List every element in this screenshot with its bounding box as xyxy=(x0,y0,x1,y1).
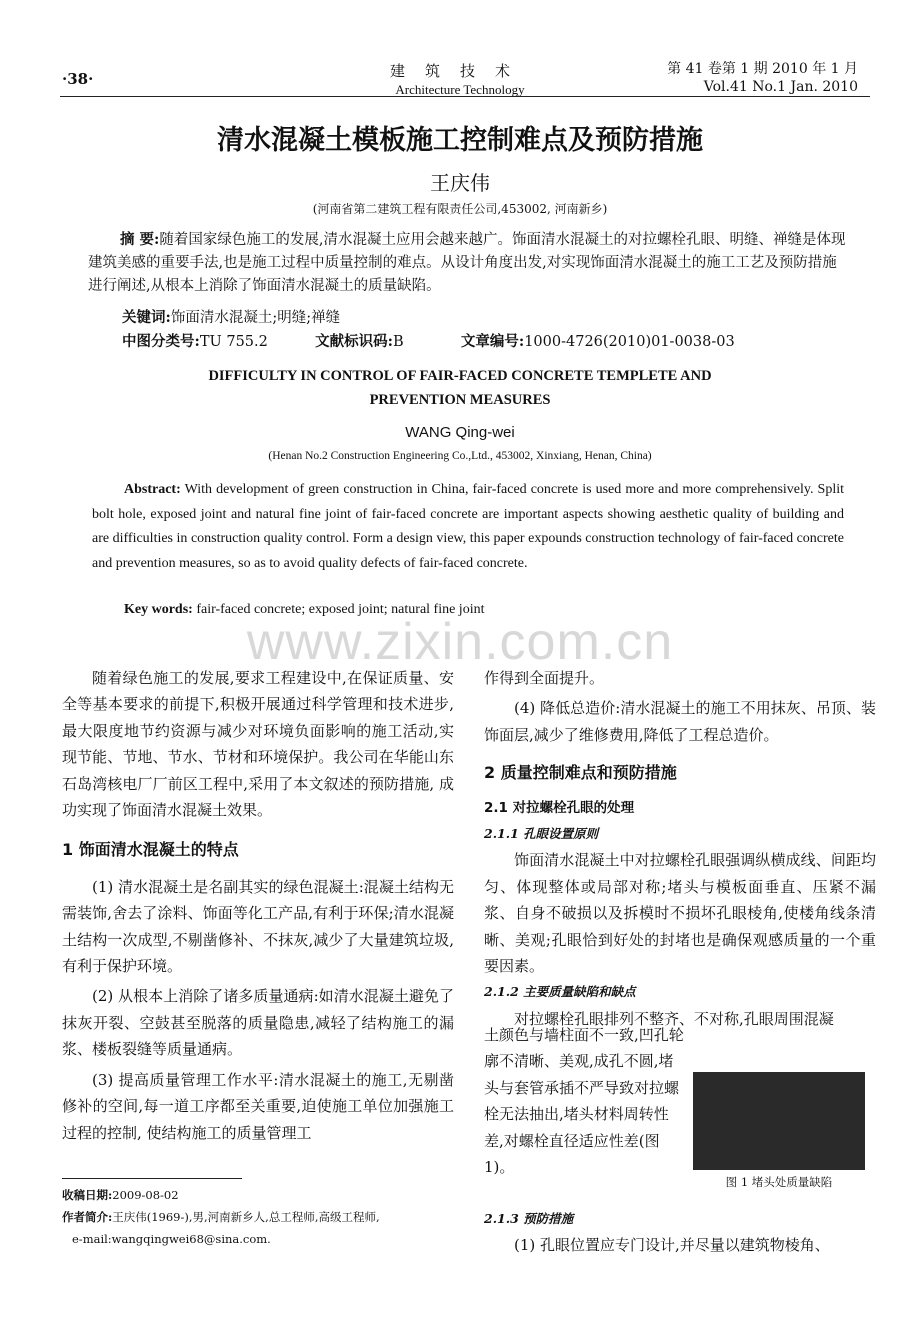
clc-label: 中图分类号: xyxy=(122,333,200,350)
paragraph-2-1-2-wrapped: 土颜色与墙柱面不一致,凹孔轮廓不清晰、美观,成孔不圆,堵头与套管承插不严导致对拉螺栓无法抽出,堵头材料周转性差,对螺栓直径适应性差(图1)。 xyxy=(484,1026,684,1177)
paper-title: 清水混凝土模板施工控制难点及预防措施 xyxy=(217,125,703,156)
issue-info-zh: 第 41 卷第 1 期 2010 年 1 月 xyxy=(667,61,858,77)
keywords-zh-text: 饰面清水混凝土;明缝;禅缝 xyxy=(170,310,341,326)
author-bio-label: 作者简介: xyxy=(62,1210,113,1224)
received-date-label: 收稿日期: xyxy=(62,1188,113,1202)
right-column-bottom xyxy=(484,1206,876,1259)
abstract-zh-label: 摘 要: xyxy=(120,231,160,248)
journal-name-en: Architecture Technology xyxy=(395,82,525,97)
keywords-zh xyxy=(122,306,340,327)
keywords-zh-label: 关键词: xyxy=(122,309,171,326)
header-rule xyxy=(60,96,870,97)
section-2-1-1-heading: 2.1.1 孔眼设置原则 xyxy=(484,826,599,842)
abstract-en xyxy=(92,478,844,576)
paragraph-2-1-1: 饰面清水混凝土中对拉螺栓孔眼强调纵横成线、间距均匀、体现整体或局部对称;堵头与模板面垂直、压紧不漏浆、自身不破损以及拆模时不损坏孔眼棱角,使楼角线条清晰、美观;孔眼恰到好处的封堵也是确保观感质量的一个重要因素。 xyxy=(484,851,876,976)
abstract-zh xyxy=(88,228,848,298)
page-number: ·38· xyxy=(62,70,94,88)
author-name: 王庆伟 xyxy=(430,171,490,195)
article-number-label: 文章编号: xyxy=(460,333,525,350)
paragraph-3: (3) 提高质量管理工作水平:清水混凝土的施工,无剔凿修补的空间,每一道工序都至关重要,迫使施工单位加强施工过程的控制, 使结构施工的质量管理工 xyxy=(62,1070,454,1142)
doc-code-value: B xyxy=(392,334,404,350)
section-2-1-2-heading: 2.1.2 主要质量缺陷和缺点 xyxy=(484,984,636,1000)
received-date xyxy=(62,1184,462,1206)
journal-name-zh: 建筑技术 xyxy=(389,62,530,80)
author-name-en: WANG Qing-wei xyxy=(405,424,515,441)
author-bio xyxy=(62,1206,462,1228)
figure-1-image xyxy=(693,1072,865,1170)
paragraph-2-1-3: (1) 孔眼位置应专门设计,并尽量以建筑物棱角、 xyxy=(514,1236,830,1255)
affiliation-en: (Henan No.2 Construction Engineering Co.,Ltd., 453002, Xinxiang, Henan, China) xyxy=(268,450,652,462)
intro-paragraph: 随着绿色施工的发展,要求工程建设中,在保证质量、安全等基本要求的前提下,积极开展通过科学管理和技术进步,最大限度地节约资源与减少对环境负面影响的施工活动,实现节能、节地、节水、节材和环境保护。我公司在华能山东石岛湾核电厂厂前区工程中,采用了本文叙述的预防措施, 成功实现了饰面清水混凝土效果。 xyxy=(62,669,454,820)
section-1-heading: 1 饰面清水混凝土的特点 xyxy=(62,840,239,860)
footnote-rule xyxy=(62,1178,242,1179)
affiliation: (河南省第二建筑工程有限责任公司,453002, 河南新乡) xyxy=(312,202,608,216)
paper-title-en xyxy=(0,364,920,412)
footnote xyxy=(62,1184,462,1250)
issue-info xyxy=(667,60,858,96)
paragraph-1: (1) 清水混凝土是名副其实的绿色混凝土:混凝土结构无需装饰,舍去了涂料、饰面等化工产品,有利于环保;清水混凝土结构一次成型,不剔凿修补、不抹灰,减少了大量建筑垃圾,有利于保护环境。 xyxy=(62,877,454,976)
clc-value: TU 755.2 xyxy=(199,334,268,350)
doc-code-label: 文献标识码: xyxy=(315,333,393,350)
abstract-zh-text: 随着国家绿色施工的发展,清水混凝土应用会越来越广。饰面清水混凝土的对拉螺栓孔眼、明缝、禅缝是体现建筑美感的重要手法,也是施工过程中质量控制的难点。从设计角度出发,对实现饰面清水混凝土的施工工艺及预防措施进行阐述,从根本上消除了饰面清水混凝土的质量缺陷。 xyxy=(88,232,846,294)
paper-title-en-line1: DIFFICULTY IN CONTROL OF FAIR-FACED CONCRETE TEMPLETE AND xyxy=(208,368,712,384)
received-date-value: 2009-08-02 xyxy=(112,1188,179,1202)
issue-info-en: Vol.41 No.1 Jan. 2010 xyxy=(703,79,858,95)
classification-row xyxy=(122,330,842,351)
paragraph-2-1-2-first-line: 对拉螺栓孔眼排列不整齐、不对称,孔眼周围混凝 xyxy=(514,1009,834,1028)
abstract-en-text: With development of green construction in China, fair-faced concrete is used more and more comprehensively. Split bolt hole, exposed joint and natural fine joint of fair-faced concrete are important aspects showing aesthetic quality of building and are difficulties in construction quality control. Form a design view, this paper expounds construction technology of fair-faced concrete and prevention measures, so as to avoid quality defects of fair-faced concrete. xyxy=(92,482,844,571)
section-2-1-heading: 2.1 对拉螺栓孔眼的处理 xyxy=(484,799,635,816)
abstract-en-label: Abstract: xyxy=(124,482,181,497)
article-number-value: 1000-4726(2010)01-0038-03 xyxy=(524,334,735,350)
left-column xyxy=(62,665,454,1146)
author-bio-text: 王庆伟(1969-),男,河南新乡人,总工程师,高级工程师, xyxy=(112,1210,380,1224)
figure-1-caption: 图 1 堵头处质量缺陷 xyxy=(725,1175,833,1189)
paragraph-4: (4) 降低总造价:清水混凝土的施工不用抹灰、吊顶、装饰面层,减少了维修费用,降低了工程总造价。 xyxy=(484,699,876,744)
continued-paragraph: 作得到全面提升。 xyxy=(484,669,605,687)
section-2-heading: 2 质量控制难点和预防措施 xyxy=(484,763,677,783)
paragraph-2: (2) 从根本上消除了诸多质量通病:如清水混凝土避免了抹灰开裂、空鼓甚至脱落的质量隐患,减轻了结构施工的漏浆、楼板裂缝等质量通病。 xyxy=(62,987,454,1059)
right-column xyxy=(484,665,876,1032)
author-email: e-mail:wangqingwei68@sina.com. xyxy=(72,1232,271,1246)
keywords-en-text: fair-faced concrete; exposed joint; natural fine joint xyxy=(192,602,485,617)
section-2-1-3-heading: 2.1.3 预防措施 xyxy=(484,1211,574,1226)
watermark: www.zixin.com.cn xyxy=(246,613,674,671)
keywords-en-label: Key words: xyxy=(124,602,193,617)
paper-title-en-line2: PREVENTION MEASURES xyxy=(369,392,551,408)
